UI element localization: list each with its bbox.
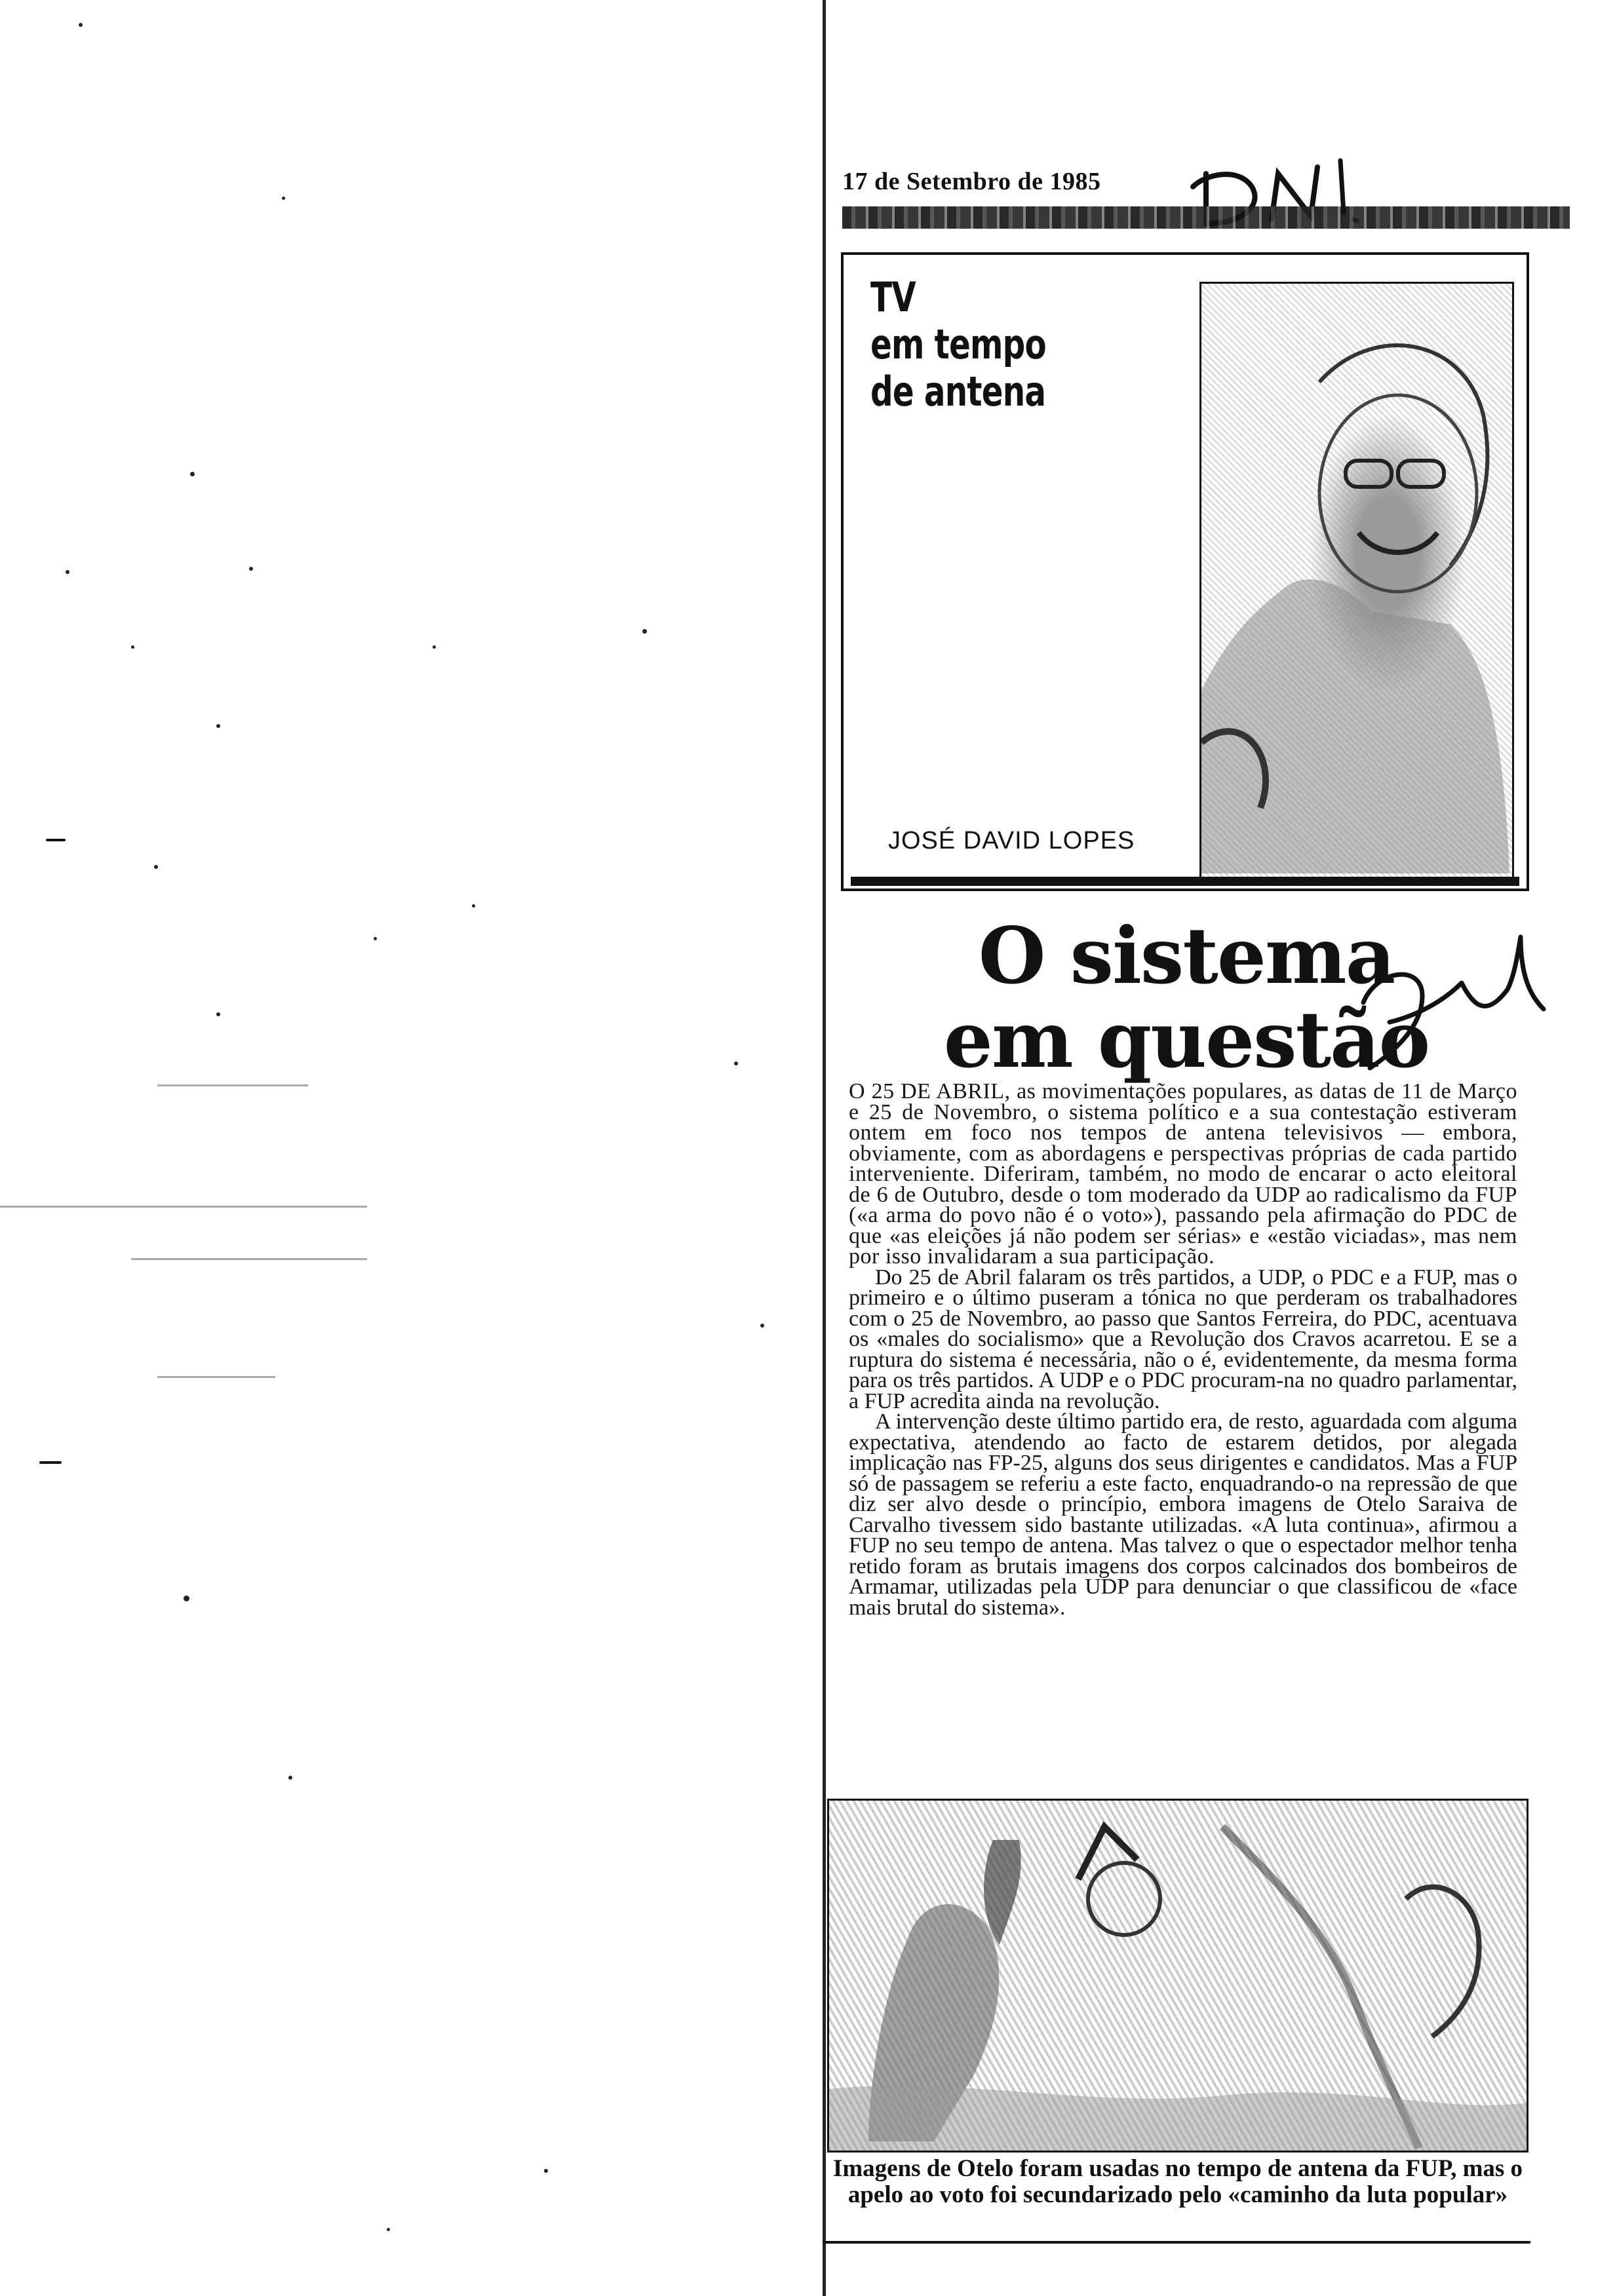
paragraph-2: Do 25 de Abril falaram os três partidos, a UDP, o PDC e a FUP, mas o primeiro e o último puseram a tónica no que perderam os trabalhadores com o 25 de Novembro, ao passo que Santos Ferreira, do PDC, acentuava os «males do socialismo» que a Revolução dos Cravos acarretou. E se a ruptura do sistema é necessária, não o é, evidentemente, da mesma forma para os três partidos. A UDP e o PDC procuram-na no quadro parlamentar, a FUP acredita ainda na revolução. [849,1265,1517,1413]
article-body [849,1081,1517,1618]
publication-date: 17 de Setembro de 1985 [842,168,1101,195]
svg-text:DN: DN [1180,147,1181,148]
bottom-rule [823,2241,1530,2244]
author-byline: JOSÉ DAVID LOPES [888,827,1135,854]
author-portrait [1199,282,1514,885]
kicker-line-2: em tempo [870,320,1046,368]
page-edge-line [823,0,826,2296]
kicker-line-1: TV [870,273,916,321]
masthead-rule [842,206,1570,229]
headline-line-2: em questão [943,994,1430,1085]
paragraph-1: O 25 DE ABRIL, as movimentações populares, as datas de 11 de Março e 25 de Novembro, o sistema político e a sua contestação estiveram ontem em foco nos tempos de antena televisivos — embora, obviamente, com as abordagens e perspectivas próprias de cada partido interveniente. Diferiram, também, no modo de encarar o acto eleitoral de 6 de Outubro, desde o tom moderado da UDP ao radicalismo da FUP («a arma do povo não é o voto»), passando pela afirmação do PDC de que «as eleições já não podem ser sérias» e «estão viciadas», mas nem por isso invalidaram a sua participação. [849,1079,1517,1269]
news-photo [827,1799,1528,2152]
headline-line-1: O sistema [978,910,1395,1001]
handwritten-scribble [1350,924,1547,1075]
photo-caption: Imagens de Otelo foram usadas no tempo de antena da FUP, mas o apelo ao voto foi secundarizado pelo «caminho da luta popular» [832,2155,1523,2208]
section-kicker [870,274,1085,415]
kicker-line-3: de antena [870,368,1046,415]
paragraph-3: A intervenção deste último partido era, de resto, aguardada com alguma expectativa, atendendo ao facto de estarem detidos, por alegada implicação nas FP-25, alguns dos seus dirigentes e candidatos. Mas a FUP só de passagem se referiu a este facto, enquadrando-o na repressão de que diz ser alvo desde o princípio, embora imagens de Otelo Saraiva de Carvalho tivessem sido bastante utilizadas. «A luta continua», afirmou a FUP no seu tempo de antena. Mas talvez o que o espectador melhor tenha retido foram as brutais imagens dos corpos calcinados dos bombeiros de Armamar, utilizadas pela UDP para denunciar o que classificou de «face mais brutal do sistema». [849,1409,1517,1620]
header-bottom-rule [851,877,1519,886]
